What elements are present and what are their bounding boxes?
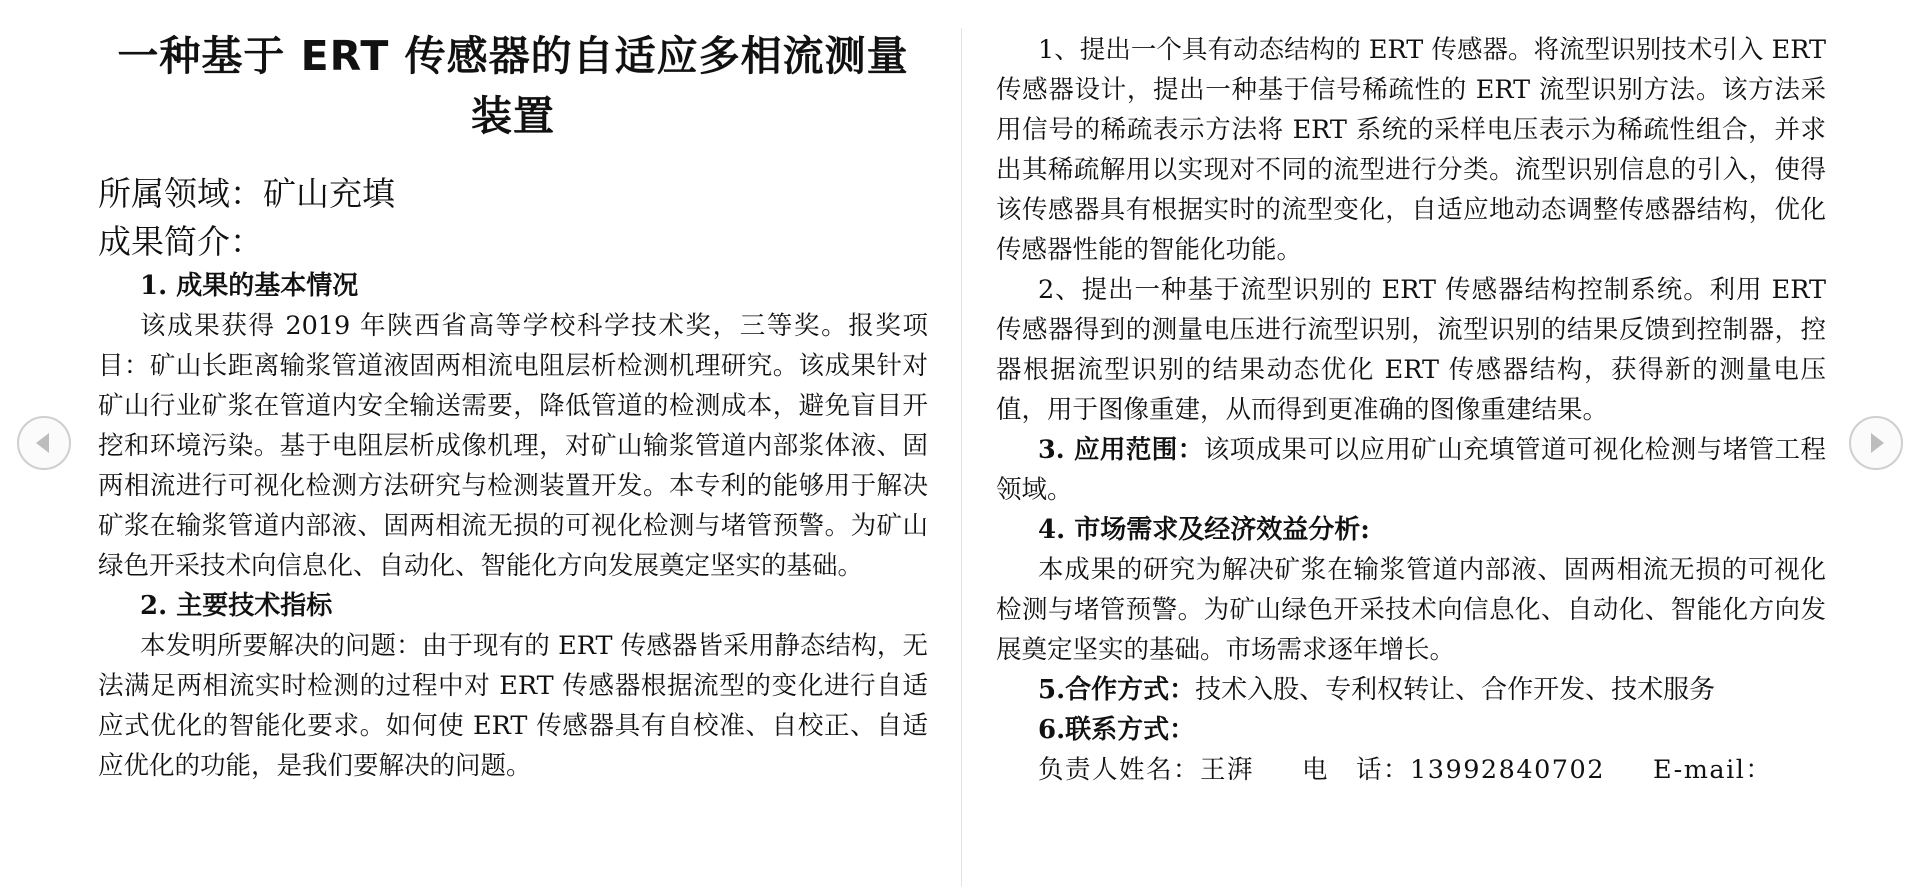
section-2-heading: 2. 主要技术指标 bbox=[140, 591, 333, 621]
contact-name: 负责人姓名：王湃 bbox=[1038, 755, 1255, 785]
document-title: 一种基于 ERT 传感器的自适应多相流测量装置 bbox=[117, 32, 909, 140]
right-page bbox=[996, 0, 1826, 886]
section-5 bbox=[996, 670, 1826, 710]
section-3-label: 3. 应用范围： bbox=[1038, 435, 1204, 465]
previous-page-button[interactable] bbox=[17, 416, 71, 470]
chevron-right-icon bbox=[1851, 418, 1901, 468]
section-1-heading: 1. 成果的基本情况 bbox=[140, 271, 359, 301]
section-5-label: 5.合作方式： bbox=[1038, 675, 1196, 705]
contact-line bbox=[996, 750, 1826, 790]
contact-email: E-mail： bbox=[1652, 755, 1773, 785]
summary-heading: 成果简介： bbox=[98, 222, 263, 261]
section-2-body: 本发明所要解决的问题：由于现有的 ERT 传感器皆采用静态结构，无法满足两相流实时检测的过程中对 ERT 传感器根据流型的变化进行自适应式优化的智能化要求。如何使 ERT 传感器具有自校准、自校正、自适应优化的功能，是我们要解决的问题。 bbox=[98, 631, 928, 781]
section-1-body: 该成果获得 2019 年陕西省高等学校科学技术奖，三等奖。报奖项目：矿山长距离输浆管道液固两相流电阻层析检测机理研究。该成果针对矿山行业矿浆在管道内安全输送需要，降低管道的检测成本，避免盲目开挖和环境污染。基于电阻层析成像机理，对矿山输浆管道内部浆体液、固两相流进行可视化检测方法研究与检测装置开发。本专利的能够用于解决矿浆在输浆管道内部液、固两相流无损的可视化检测与堵管预警。为矿山绿色开采技术向信息化、自动化、智能化方向发展奠定坚实的基础。 bbox=[98, 311, 928, 581]
section-3-body: 该项成果可以应用矿山充填管道可视化检测与堵管工程领域。 bbox=[996, 435, 1826, 505]
section-4-heading: 4. 市场需求及经济效益分析: bbox=[1038, 515, 1370, 545]
point-2: 2、提出一种基于流型识别的 ERT 传感器结构控制系统。利用 ERT 传感器得到的测量电压进行流型识别，流型识别的结果反馈到控制器，控器根据流型识别的结果动态优化 ERT 传感器结构，获得新的测量电压值，用于图像重建，从而得到更准确的图像重建结果。 bbox=[996, 275, 1826, 425]
chevron-left-icon bbox=[19, 418, 69, 468]
section-6 bbox=[996, 710, 1826, 750]
field-heading: 所属领域：矿山充填 bbox=[98, 174, 395, 213]
section-5-body: 技术入股、专利权转让、合作开发、技术服务 bbox=[1195, 675, 1716, 705]
contact-phone: 电 话：13992840702 bbox=[1302, 755, 1605, 785]
next-page-button[interactable] bbox=[1849, 416, 1903, 470]
section-4-body: 本成果的研究为解决矿浆在输浆管道内部液、固两相流无损的可视化检测与堵管预警。为矿山绿色开采技术向信息化、自动化、智能化方向发展奠定坚实的基础。市场需求逐年增长。 bbox=[996, 555, 1826, 665]
point-1: 1、提出一个具有动态结构的 ERT 传感器。将流型识别技术引入 ERT 传感器设计，提出一种基于信号稀疏性的 ERT 流型识别方法。该方法采用信号的稀疏表示方法将 ERT 系统的采样电压表示为稀疏性组合，并求出其稀疏解用以实现对不同的流型进行分类。流型识别信息的引入，使得该传感器具有根据实时的流型变化，自适应地动态调整传感器结构，优化传感器性能的智能化功能。 bbox=[996, 35, 1826, 265]
left-page bbox=[98, 0, 928, 886]
page-divider bbox=[961, 28, 962, 886]
section-3 bbox=[996, 430, 1826, 510]
section-6-label: 6.联系方式： bbox=[1038, 715, 1196, 745]
